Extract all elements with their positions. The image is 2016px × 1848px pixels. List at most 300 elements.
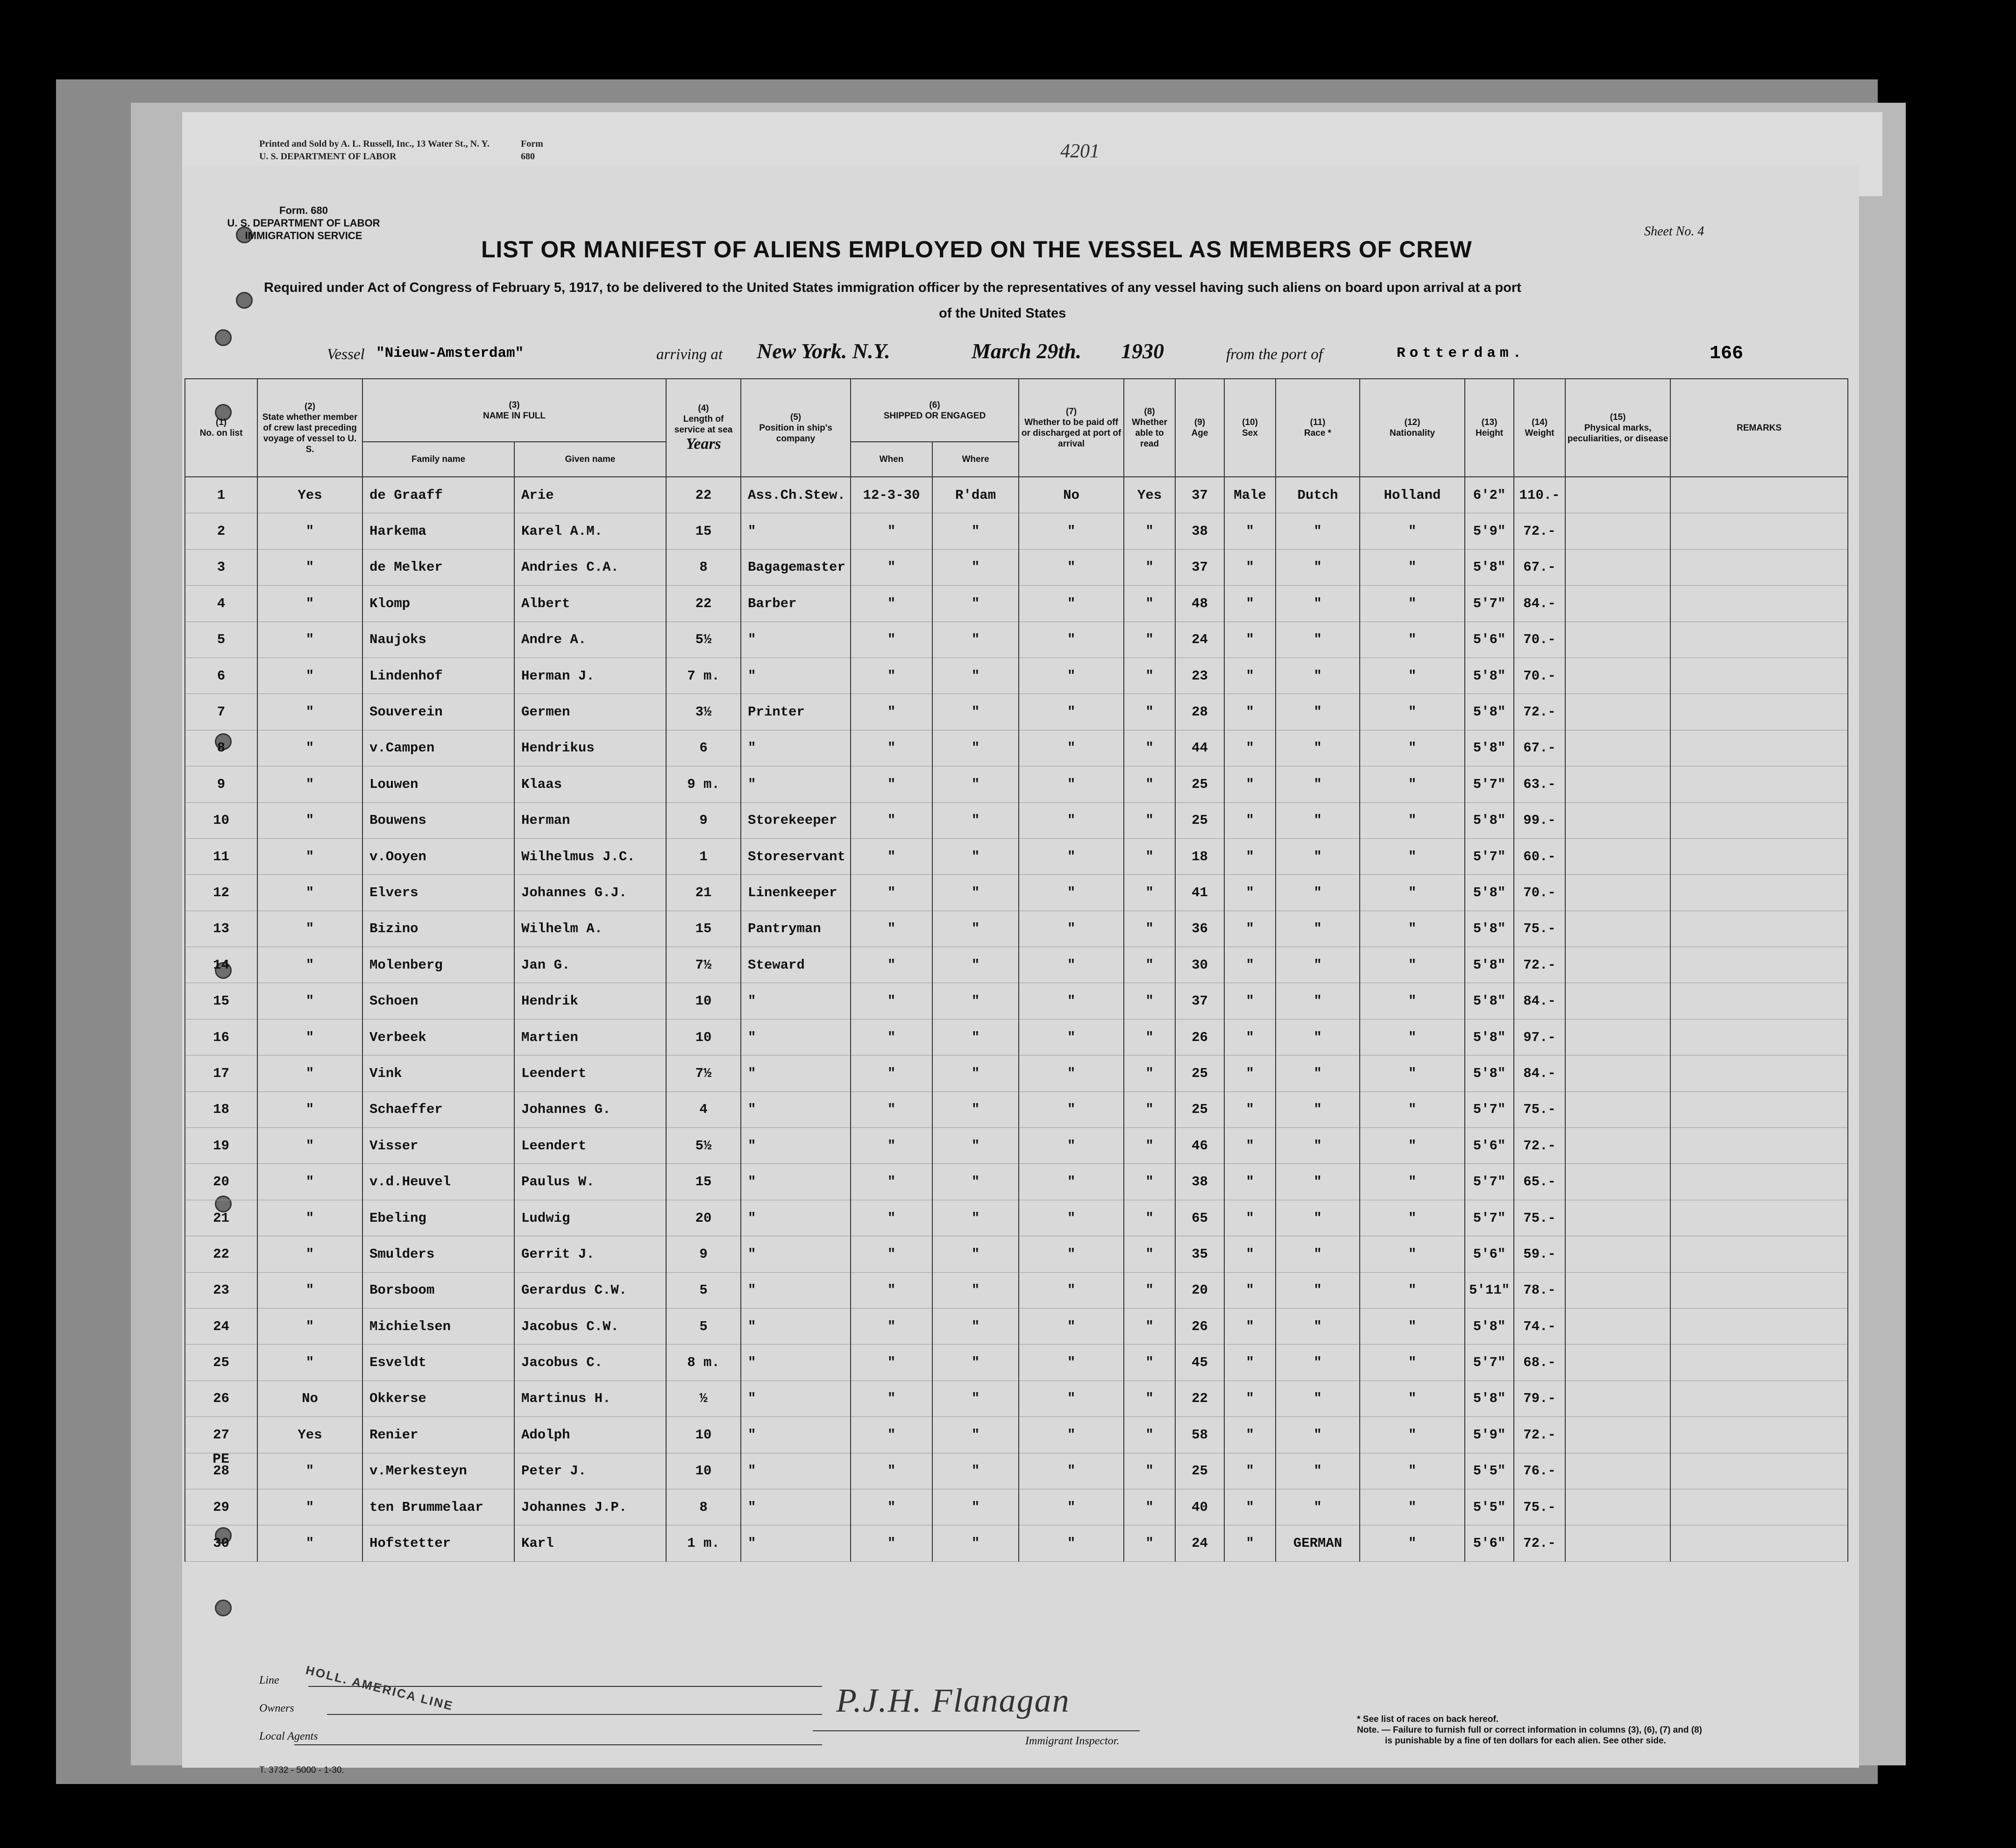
cell-physical-marks bbox=[1565, 1236, 1670, 1272]
cell-given-name: Johannes G. bbox=[514, 1091, 666, 1127]
cell-given-name: Gerrit J. bbox=[514, 1236, 666, 1272]
punch-hole bbox=[236, 292, 253, 309]
cell-list-number: 16 bbox=[185, 1019, 257, 1055]
cell-weight: 84.- bbox=[1514, 983, 1565, 1019]
cell-able-to-read: " bbox=[1124, 1381, 1175, 1416]
cell-age: 23 bbox=[1175, 658, 1224, 694]
cell-family-name: Okkerse bbox=[362, 1381, 514, 1416]
cell-weight: 72.- bbox=[1514, 947, 1565, 983]
local-agents-rule bbox=[294, 1744, 822, 1745]
cell-family-name: v.Merkesteyn bbox=[362, 1453, 514, 1489]
cell-physical-marks bbox=[1565, 586, 1670, 622]
cell-position: Ass.Ch.Stew. bbox=[741, 477, 851, 513]
cell-list-number: 26 bbox=[185, 1381, 257, 1416]
cell-weight: 75.- bbox=[1514, 1200, 1565, 1236]
cell-height: 5'6" bbox=[1465, 622, 1514, 658]
cell-nationality: Holland bbox=[1360, 477, 1465, 513]
cell-paid-off: " bbox=[1019, 1345, 1124, 1381]
cell-shipped-when: " bbox=[851, 1489, 932, 1525]
cell-given-name: Martinus H. bbox=[514, 1381, 666, 1416]
cell-service-length: 22 bbox=[666, 586, 741, 622]
cell-able-to-read: " bbox=[1124, 694, 1175, 730]
cell-shipped-where: " bbox=[932, 875, 1019, 911]
cell-remarks bbox=[1670, 1417, 1848, 1453]
cell-family-name: Borsboom bbox=[362, 1272, 514, 1308]
cell-age: 20 bbox=[1175, 1272, 1224, 1308]
cell-remarks bbox=[1670, 513, 1848, 549]
cell-shipped-where: " bbox=[932, 838, 1019, 874]
cell-able-to-read: " bbox=[1124, 1200, 1175, 1236]
cell-nationality: " bbox=[1360, 1417, 1465, 1453]
cell-shipped-when: " bbox=[851, 1272, 932, 1308]
cell-shipped-where: " bbox=[932, 766, 1019, 802]
cell-race: " bbox=[1276, 1091, 1360, 1127]
cell-previous-voyage: " bbox=[257, 1453, 362, 1489]
cell-list-number: 27 bbox=[185, 1417, 257, 1453]
cell-weight: 97.- bbox=[1514, 1019, 1565, 1055]
cell-able-to-read: " bbox=[1124, 766, 1175, 802]
cell-height: 5'7" bbox=[1465, 1164, 1514, 1200]
table-row bbox=[185, 622, 1848, 658]
cell-age: 40 bbox=[1175, 1489, 1224, 1525]
cell-race: " bbox=[1276, 1308, 1360, 1344]
cell-position: " bbox=[741, 1055, 851, 1091]
cell-position: " bbox=[741, 658, 851, 694]
cell-list-number: 9 bbox=[185, 766, 257, 802]
cell-service-length: 22 bbox=[666, 477, 741, 513]
table-row bbox=[185, 1091, 1848, 1127]
cell-age: 18 bbox=[1175, 838, 1224, 874]
cell-shipped-where: " bbox=[932, 1236, 1019, 1272]
cell-position: " bbox=[741, 1164, 851, 1200]
cell-remarks bbox=[1670, 586, 1848, 622]
cell-family-name: Elvers bbox=[362, 875, 514, 911]
cell-remarks bbox=[1670, 549, 1848, 585]
cell-previous-voyage: " bbox=[257, 947, 362, 983]
cell-list-number: 12 bbox=[185, 875, 257, 911]
cell-sex: " bbox=[1224, 802, 1276, 838]
cell-weight: 75.- bbox=[1514, 1489, 1565, 1525]
cell-remarks bbox=[1670, 1164, 1848, 1200]
cell-shipped-where: " bbox=[932, 1200, 1019, 1236]
cell-race: " bbox=[1276, 911, 1360, 947]
cell-physical-marks bbox=[1565, 947, 1670, 983]
cell-shipped-where: " bbox=[932, 1525, 1019, 1561]
cell-paid-off: " bbox=[1019, 1019, 1124, 1055]
cell-height: 5'8" bbox=[1465, 694, 1514, 730]
table-row bbox=[185, 1381, 1848, 1416]
cell-family-name: Bizino bbox=[362, 911, 514, 947]
cell-age: 65 bbox=[1175, 1200, 1224, 1236]
cell-paid-off: " bbox=[1019, 1272, 1124, 1308]
cell-shipped-where: R'dam bbox=[932, 477, 1019, 513]
cell-sex: " bbox=[1224, 947, 1276, 983]
cell-remarks bbox=[1670, 1453, 1848, 1489]
underlying-printer-imprint: Printed and Sold by A. L. Russell, Inc., 13 Water St., N. Y. U. S. DEPARTMENT OF LABOR Form 680 bbox=[259, 139, 543, 162]
cell-race: " bbox=[1276, 1200, 1360, 1236]
cell-position: Storekeeper bbox=[741, 802, 851, 838]
cell-weight: 72.- bbox=[1514, 513, 1565, 549]
cell-position: Storeservant bbox=[741, 838, 851, 874]
signature-rule bbox=[813, 1730, 1140, 1731]
page-title: LIST OR MANIFEST OF ALIENS EMPLOYED ON THE VESSEL AS MEMBERS OF CREW bbox=[481, 236, 1472, 262]
cell-sex: " bbox=[1224, 1417, 1276, 1453]
cell-given-name: Karel A.M. bbox=[514, 513, 666, 549]
cell-shipped-where: " bbox=[932, 1453, 1019, 1489]
cell-position: Printer bbox=[741, 694, 851, 730]
cell-weight: 65.- bbox=[1514, 1164, 1565, 1200]
cell-position: " bbox=[741, 1272, 851, 1308]
table-row bbox=[185, 947, 1848, 983]
cell-previous-voyage: " bbox=[257, 1345, 362, 1381]
cell-list-number: 13 bbox=[185, 911, 257, 947]
col-header-where: Where bbox=[932, 442, 1019, 477]
cell-physical-marks bbox=[1565, 875, 1670, 911]
cell-nationality: " bbox=[1360, 1453, 1465, 1489]
cell-weight: 72.- bbox=[1514, 1128, 1565, 1164]
table-row bbox=[185, 766, 1848, 802]
cell-family-name: Louwen bbox=[362, 766, 514, 802]
cell-sex: " bbox=[1224, 1055, 1276, 1091]
cell-nationality: " bbox=[1360, 658, 1465, 694]
cell-list-number: 20 bbox=[185, 1164, 257, 1200]
cell-shipped-where: " bbox=[932, 1019, 1019, 1055]
cell-shipped-when: " bbox=[851, 1308, 932, 1344]
cell-service-length: 5 bbox=[666, 1272, 741, 1308]
cell-race: " bbox=[1276, 658, 1360, 694]
cell-paid-off: No bbox=[1019, 477, 1124, 513]
cell-physical-marks bbox=[1565, 1128, 1670, 1164]
cell-height: 5'8" bbox=[1465, 1055, 1514, 1091]
cell-paid-off: " bbox=[1019, 838, 1124, 874]
cell-sex: " bbox=[1224, 1453, 1276, 1489]
cell-paid-off: " bbox=[1019, 586, 1124, 622]
cell-able-to-read: " bbox=[1124, 730, 1175, 766]
cell-nationality: " bbox=[1360, 838, 1465, 874]
table-row bbox=[185, 477, 1848, 513]
cell-sex: " bbox=[1224, 1272, 1276, 1308]
col-header-weight: (14) Weight bbox=[1514, 379, 1565, 477]
cell-given-name: Albert bbox=[514, 586, 666, 622]
cell-paid-off: " bbox=[1019, 1236, 1124, 1272]
cell-service-length: 15 bbox=[666, 1164, 741, 1200]
cell-given-name: Jan G. bbox=[514, 947, 666, 983]
col-header-sex: (10) Sex bbox=[1224, 379, 1276, 477]
cell-physical-marks bbox=[1565, 1164, 1670, 1200]
vessel-name: "Nieuw-Amsterdam" bbox=[376, 345, 524, 361]
cell-previous-voyage: " bbox=[257, 694, 362, 730]
cell-given-name: Hendrik bbox=[514, 983, 666, 1019]
col-header-read: (8) Whether able to read bbox=[1124, 379, 1175, 477]
col-header-race: (11) Race * bbox=[1276, 379, 1360, 477]
cell-remarks bbox=[1670, 1128, 1848, 1164]
cell-family-name: Ebeling bbox=[362, 1200, 514, 1236]
cell-given-name: Jacobus C. bbox=[514, 1345, 666, 1381]
cell-able-to-read: " bbox=[1124, 1055, 1175, 1091]
cell-able-to-read: " bbox=[1124, 549, 1175, 585]
cell-height: 5'7" bbox=[1465, 1200, 1514, 1236]
cell-height: 5'6" bbox=[1465, 1128, 1514, 1164]
cell-service-length: 5½ bbox=[666, 622, 741, 658]
cell-previous-voyage: " bbox=[257, 766, 362, 802]
cell-sex: " bbox=[1224, 513, 1276, 549]
cell-previous-voyage: " bbox=[257, 1055, 362, 1091]
cell-paid-off: " bbox=[1019, 1128, 1124, 1164]
cell-service-length: 20 bbox=[666, 1200, 741, 1236]
cell-list-number: 15 bbox=[185, 983, 257, 1019]
cell-paid-off: " bbox=[1019, 1308, 1124, 1344]
cell-paid-off: " bbox=[1019, 513, 1124, 549]
cell-physical-marks bbox=[1565, 1091, 1670, 1127]
table-row bbox=[185, 1417, 1848, 1453]
cell-shipped-when: " bbox=[851, 1525, 932, 1561]
cell-height: 5'8" bbox=[1465, 947, 1514, 983]
cell-nationality: " bbox=[1360, 1489, 1465, 1525]
cell-given-name: Arie bbox=[514, 477, 666, 513]
cell-service-length: 10 bbox=[666, 983, 741, 1019]
cell-age: 25 bbox=[1175, 1055, 1224, 1091]
cell-physical-marks bbox=[1565, 983, 1670, 1019]
cell-given-name: Wilhelm A. bbox=[514, 911, 666, 947]
cell-nationality: " bbox=[1360, 730, 1465, 766]
cell-age: 25 bbox=[1175, 766, 1224, 802]
cell-weight: 72.- bbox=[1514, 694, 1565, 730]
cell-height: 5'7" bbox=[1465, 838, 1514, 874]
cell-able-to-read: " bbox=[1124, 838, 1175, 874]
cell-family-name: Harkema bbox=[362, 513, 514, 549]
cell-age: 37 bbox=[1175, 983, 1224, 1019]
cell-given-name: Andre A. bbox=[514, 622, 666, 658]
cell-weight: 67.- bbox=[1514, 730, 1565, 766]
footnote: * See list of races on back hereof. Note. — Failure to furnish full or correct information in columns (3), (6), (7) and (8) is punishable by a fine of ten dollars for each alien. See other side. bbox=[1357, 1714, 1702, 1746]
cell-family-name: Hofstetter bbox=[362, 1525, 514, 1561]
cell-previous-voyage: " bbox=[257, 1128, 362, 1164]
cell-physical-marks bbox=[1565, 658, 1670, 694]
cell-nationality: " bbox=[1360, 1381, 1465, 1416]
cell-service-length: 8 m. bbox=[666, 1345, 741, 1381]
cell-given-name: Leendert bbox=[514, 1128, 666, 1164]
owners-label: Owners bbox=[259, 1702, 294, 1714]
cell-nationality: " bbox=[1360, 911, 1465, 947]
cell-list-number: 14 bbox=[185, 947, 257, 983]
cell-family-name: Renier bbox=[362, 1417, 514, 1453]
pe-mark: PE bbox=[213, 1451, 230, 1467]
cell-list-number: 30 bbox=[185, 1525, 257, 1561]
table-row bbox=[185, 875, 1848, 911]
table-row bbox=[185, 549, 1848, 585]
cell-age: 46 bbox=[1175, 1128, 1224, 1164]
cell-physical-marks bbox=[1565, 802, 1670, 838]
cell-remarks bbox=[1670, 875, 1848, 911]
cell-age: 36 bbox=[1175, 911, 1224, 947]
cell-remarks bbox=[1670, 911, 1848, 947]
cell-nationality: " bbox=[1360, 694, 1465, 730]
cell-race: " bbox=[1276, 875, 1360, 911]
cell-height: 5'8" bbox=[1465, 802, 1514, 838]
cell-able-to-read: " bbox=[1124, 802, 1175, 838]
cell-able-to-read: " bbox=[1124, 1453, 1175, 1489]
cell-shipped-when: " bbox=[851, 730, 932, 766]
cell-race: " bbox=[1276, 586, 1360, 622]
cell-family-name: Lindenhof bbox=[362, 658, 514, 694]
arrival-port: New York. N.Y. bbox=[757, 339, 890, 363]
cell-age: 45 bbox=[1175, 1345, 1224, 1381]
cell-race: " bbox=[1276, 766, 1360, 802]
form-code: T. 3732 - 5000 - 1-30. bbox=[259, 1765, 344, 1775]
table-row bbox=[185, 1308, 1848, 1344]
cell-list-number: 2 bbox=[185, 513, 257, 549]
cell-service-length: ½ bbox=[666, 1381, 741, 1416]
cell-shipped-when: " bbox=[851, 802, 932, 838]
cell-sex: " bbox=[1224, 1164, 1276, 1200]
cell-able-to-read: " bbox=[1124, 586, 1175, 622]
cell-position: Linenkeeper bbox=[741, 875, 851, 911]
cell-previous-voyage: " bbox=[257, 549, 362, 585]
cell-list-number: 28 bbox=[185, 1453, 257, 1489]
cell-shipped-when: " bbox=[851, 1164, 932, 1200]
cell-service-length: 1 m. bbox=[666, 1525, 741, 1561]
cell-sex: " bbox=[1224, 1236, 1276, 1272]
cell-weight: 59.- bbox=[1514, 1236, 1565, 1272]
cell-able-to-read: " bbox=[1124, 1236, 1175, 1272]
cell-service-length: 15 bbox=[666, 911, 741, 947]
cell-shipped-where: " bbox=[932, 549, 1019, 585]
cell-shipped-where: " bbox=[932, 1417, 1019, 1453]
cell-family-name: Schaeffer bbox=[362, 1091, 514, 1127]
cell-position: " bbox=[741, 1019, 851, 1055]
cell-service-length: 5 bbox=[666, 1308, 741, 1344]
cell-age: 35 bbox=[1175, 1236, 1224, 1272]
cell-previous-voyage: " bbox=[257, 983, 362, 1019]
cell-given-name: Herman bbox=[514, 802, 666, 838]
cell-able-to-read: " bbox=[1124, 1308, 1175, 1344]
cell-sex: " bbox=[1224, 1200, 1276, 1236]
cell-able-to-read: " bbox=[1124, 1091, 1175, 1127]
table-row bbox=[185, 1453, 1848, 1489]
cell-nationality: " bbox=[1360, 586, 1465, 622]
cell-family-name: Esveldt bbox=[362, 1345, 514, 1381]
cell-able-to-read: " bbox=[1124, 513, 1175, 549]
cell-able-to-read: " bbox=[1124, 1272, 1175, 1308]
cell-height: 5'7" bbox=[1465, 1345, 1514, 1381]
cell-race: " bbox=[1276, 1128, 1360, 1164]
table-row bbox=[185, 586, 1848, 622]
cell-previous-voyage: " bbox=[257, 911, 362, 947]
cell-shipped-when: " bbox=[851, 586, 932, 622]
cell-service-length: 10 bbox=[666, 1417, 741, 1453]
cell-given-name: Ludwig bbox=[514, 1200, 666, 1236]
cell-race: " bbox=[1276, 983, 1360, 1019]
cell-list-number: 8 bbox=[185, 730, 257, 766]
cell-paid-off: " bbox=[1019, 1055, 1124, 1091]
cell-physical-marks bbox=[1565, 1272, 1670, 1308]
cell-physical-marks bbox=[1565, 513, 1670, 549]
cell-given-name: Peter J. bbox=[514, 1453, 666, 1489]
cell-shipped-when: " bbox=[851, 947, 932, 983]
cell-given-name: Andries C.A. bbox=[514, 549, 666, 585]
cell-physical-marks bbox=[1565, 730, 1670, 766]
cell-weight: 76.- bbox=[1514, 1453, 1565, 1489]
table-row bbox=[185, 1200, 1848, 1236]
cell-position: " bbox=[741, 730, 851, 766]
cell-shipped-where: " bbox=[932, 730, 1019, 766]
cell-remarks bbox=[1670, 658, 1848, 694]
cell-given-name: Adolph bbox=[514, 1417, 666, 1453]
cell-previous-voyage: " bbox=[257, 802, 362, 838]
cell-race: " bbox=[1276, 513, 1360, 549]
cell-age: 44 bbox=[1175, 730, 1224, 766]
cell-previous-voyage: " bbox=[257, 838, 362, 874]
cell-paid-off: " bbox=[1019, 875, 1124, 911]
cell-physical-marks bbox=[1565, 1308, 1670, 1344]
table-row bbox=[185, 838, 1848, 874]
cell-height: 5'8" bbox=[1465, 983, 1514, 1019]
cell-paid-off: " bbox=[1019, 622, 1124, 658]
cell-shipped-when: " bbox=[851, 622, 932, 658]
cell-paid-off: " bbox=[1019, 658, 1124, 694]
cell-able-to-read: " bbox=[1124, 1525, 1175, 1561]
cell-able-to-read: " bbox=[1124, 1164, 1175, 1200]
table-row bbox=[185, 1019, 1848, 1055]
cell-race: " bbox=[1276, 1453, 1360, 1489]
table-row bbox=[185, 802, 1848, 838]
cell-physical-marks bbox=[1565, 477, 1670, 513]
table-row bbox=[185, 1128, 1848, 1164]
cell-list-number: 21 bbox=[185, 1200, 257, 1236]
cell-shipped-where: " bbox=[932, 947, 1019, 983]
cell-remarks bbox=[1670, 1308, 1848, 1344]
cell-paid-off: " bbox=[1019, 802, 1124, 838]
cell-service-length: 9 bbox=[666, 1236, 741, 1272]
cell-shipped-where: " bbox=[932, 658, 1019, 694]
cell-position: " bbox=[741, 1453, 851, 1489]
table-row bbox=[185, 1164, 1848, 1200]
cell-race: " bbox=[1276, 1345, 1360, 1381]
cell-nationality: " bbox=[1360, 1200, 1465, 1236]
cell-weight: 75.- bbox=[1514, 1091, 1565, 1127]
cell-remarks bbox=[1670, 838, 1848, 874]
cell-paid-off: " bbox=[1019, 730, 1124, 766]
cell-position: " bbox=[741, 1345, 851, 1381]
cell-height: 5'6" bbox=[1465, 1525, 1514, 1561]
cell-remarks bbox=[1670, 766, 1848, 802]
cell-service-length: 6 bbox=[666, 730, 741, 766]
col-header-given-name: Given name bbox=[514, 442, 666, 477]
cell-sex: " bbox=[1224, 766, 1276, 802]
table-row bbox=[185, 983, 1848, 1019]
cell-nationality: " bbox=[1360, 1128, 1465, 1164]
cell-family-name: Vink bbox=[362, 1055, 514, 1091]
crew-rows bbox=[185, 477, 1848, 1561]
cell-position: " bbox=[741, 1200, 851, 1236]
table-row bbox=[185, 513, 1848, 549]
cell-able-to-read: " bbox=[1124, 947, 1175, 983]
cell-weight: 78.- bbox=[1514, 1272, 1565, 1308]
cell-height: 5'5" bbox=[1465, 1489, 1514, 1525]
cell-remarks bbox=[1670, 1236, 1848, 1272]
cell-position: " bbox=[741, 1091, 851, 1127]
col-header-previous-voyage: (2) State whether member of crew last preceding voyage of vessel to U. S. bbox=[257, 379, 362, 477]
cell-position: " bbox=[741, 622, 851, 658]
cell-remarks bbox=[1670, 947, 1848, 983]
cell-shipped-when: " bbox=[851, 766, 932, 802]
cell-race: " bbox=[1276, 1272, 1360, 1308]
cell-paid-off: " bbox=[1019, 1525, 1124, 1561]
cell-sex: " bbox=[1224, 1091, 1276, 1127]
arrival-date: March 29th. bbox=[972, 339, 1082, 363]
cell-family-name: de Melker bbox=[362, 549, 514, 585]
cell-race: " bbox=[1276, 730, 1360, 766]
